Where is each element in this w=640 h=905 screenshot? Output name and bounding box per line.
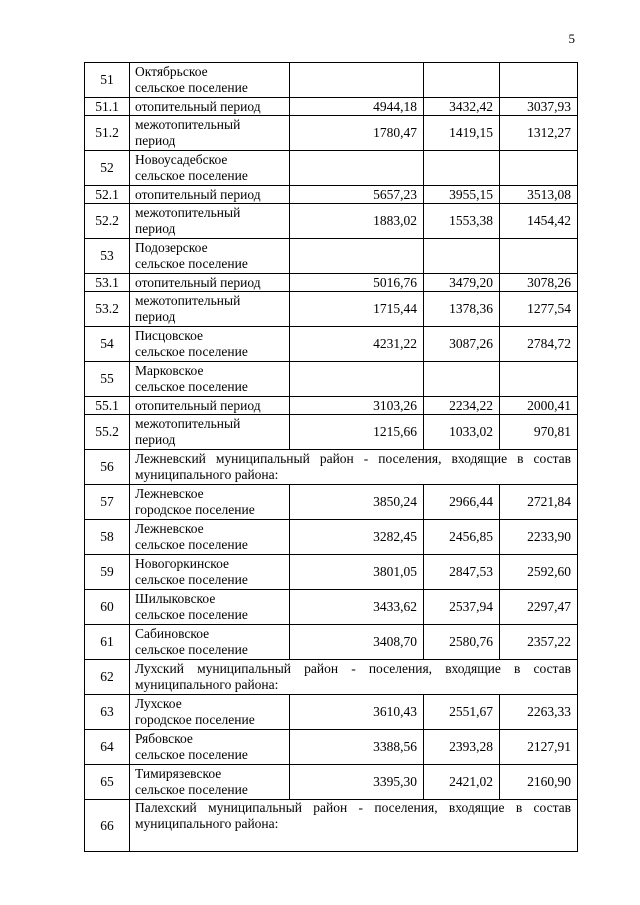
settlement-name-line: Тимирязевское — [135, 766, 222, 781]
value-col-2 — [424, 151, 500, 186]
value-col-2: 2234,22 — [424, 397, 500, 415]
district-header: Лухский муниципальный район - поселения, входящие в состав муниципального района: — [130, 660, 578, 695]
value-col-1: 3801,05 — [290, 555, 424, 590]
table-row — [85, 63, 578, 98]
value-col-1: 1215,66 — [290, 415, 424, 450]
settlement-name — [130, 327, 290, 362]
settlement-name-line: сельское поселение — [135, 607, 248, 622]
settlement-name-line: Сабиновское — [135, 626, 210, 641]
value-col-3: 2592,60 — [500, 555, 578, 590]
value-col-2: 2537,94 — [424, 590, 500, 625]
table-row — [85, 590, 578, 625]
row-number: 64 — [85, 730, 130, 765]
settlement-name-line: период — [135, 432, 176, 447]
settlement-name — [130, 63, 290, 98]
table-row — [85, 98, 578, 116]
settlement-name-line: Шилыковское — [135, 591, 216, 606]
settlement-name — [130, 765, 290, 800]
value-col-2 — [424, 239, 500, 274]
settlement-name — [130, 116, 290, 151]
row-number: 59 — [85, 555, 130, 590]
settlement-name-line: городское поселение — [135, 712, 255, 727]
settlement-name — [130, 292, 290, 327]
settlement-name-line: сельское поселение — [135, 747, 248, 762]
value-col-2: 2421,02 — [424, 765, 500, 800]
settlement-name-line: межотопительный — [135, 293, 241, 308]
settlement-name-line: сельское поселение — [135, 80, 248, 95]
value-col-1: 3433,62 — [290, 590, 424, 625]
settlement-name-line: сельское поселение — [135, 256, 248, 271]
value-col-2: 1378,36 — [424, 292, 500, 327]
value-col-2: 2393,28 — [424, 730, 500, 765]
table-row — [85, 555, 578, 590]
value-col-3 — [500, 239, 578, 274]
value-col-1: 3408,70 — [290, 625, 424, 660]
value-col-3: 2127,91 — [500, 730, 578, 765]
settlement-name-line: Лежневское — [135, 521, 204, 536]
table-row — [85, 450, 578, 485]
settlement-name-line: межотопительный — [135, 416, 241, 431]
settlement-name — [130, 239, 290, 274]
value-col-1: 3850,24 — [290, 485, 424, 520]
table-row — [85, 415, 578, 450]
settlement-name-line: Октябрьское — [135, 64, 208, 79]
row-number: 51 — [85, 63, 130, 98]
table-row — [85, 327, 578, 362]
value-col-3: 2297,47 — [500, 590, 578, 625]
table-row — [85, 239, 578, 274]
settlement-name-line: Лежневское — [135, 486, 204, 501]
row-number: 54 — [85, 327, 130, 362]
table-row — [85, 485, 578, 520]
value-col-3: 3513,08 — [500, 186, 578, 204]
value-col-1: 3395,30 — [290, 765, 424, 800]
value-col-1: 1780,47 — [290, 116, 424, 151]
settlement-name-line: Марковское — [135, 363, 204, 378]
value-col-3 — [500, 63, 578, 98]
table-row — [85, 204, 578, 239]
settlement-name — [130, 625, 290, 660]
value-col-2: 2966,44 — [424, 485, 500, 520]
value-col-3: 2263,33 — [500, 695, 578, 730]
row-number: 52.1 — [85, 186, 130, 204]
value-col-2: 2847,53 — [424, 555, 500, 590]
value-col-3: 2160,90 — [500, 765, 578, 800]
value-col-2: 2580,76 — [424, 625, 500, 660]
value-col-2: 3479,20 — [424, 274, 500, 292]
value-col-3: 1454,42 — [500, 204, 578, 239]
settlement-name-line: период — [135, 309, 176, 324]
table-row — [85, 660, 578, 695]
row-number: 56 — [85, 450, 130, 485]
value-col-2: 1553,38 — [424, 204, 500, 239]
row-number: 60 — [85, 590, 130, 625]
value-col-2: 2456,85 — [424, 520, 500, 555]
settlement-name — [130, 186, 290, 204]
value-col-1: 1883,02 — [290, 204, 424, 239]
value-col-1: 1715,44 — [290, 292, 424, 327]
value-col-1: 5657,23 — [290, 186, 424, 204]
value-col-3: 2357,22 — [500, 625, 578, 660]
settlement-name-line: Новогоркинское — [135, 556, 230, 571]
table-row — [85, 292, 578, 327]
table-row — [85, 151, 578, 186]
settlement-name — [130, 274, 290, 292]
row-number: 57 — [85, 485, 130, 520]
value-col-3 — [500, 362, 578, 397]
row-number: 55 — [85, 362, 130, 397]
settlement-name-line: Писцовское — [135, 328, 204, 343]
settlement-name — [130, 590, 290, 625]
value-col-1 — [290, 151, 424, 186]
settlement-name-line: отопительный период — [135, 397, 261, 413]
settlement-name-line: период — [135, 221, 176, 236]
district-header: Лежневский муниципальный район - поселения, входящие в состав муниципального района: — [130, 450, 578, 485]
value-col-2: 3955,15 — [424, 186, 500, 204]
value-col-3: 3037,93 — [500, 98, 578, 116]
row-number: 55.1 — [85, 397, 130, 415]
value-col-1: 3103,26 — [290, 397, 424, 415]
settlement-name-line: отопительный период — [135, 186, 261, 202]
row-number: 53.1 — [85, 274, 130, 292]
settlement-name-line: сельское поселение — [135, 782, 248, 797]
settlement-name — [130, 520, 290, 555]
settlement-name-line: сельское поселение — [135, 642, 248, 657]
settlement-name-line: отопительный период — [135, 274, 261, 290]
row-number: 51.2 — [85, 116, 130, 151]
value-col-3: 1277,54 — [500, 292, 578, 327]
settlement-name-line: отопительный период — [135, 98, 261, 114]
value-col-2 — [424, 63, 500, 98]
value-col-1: 3610,43 — [290, 695, 424, 730]
table-row — [85, 274, 578, 292]
table-row — [85, 362, 578, 397]
value-col-3 — [500, 151, 578, 186]
table-row — [85, 730, 578, 765]
settlement-name — [130, 730, 290, 765]
value-col-1: 4944,18 — [290, 98, 424, 116]
table-row — [85, 397, 578, 415]
settlement-name-line: сельское поселение — [135, 537, 248, 552]
settlement-name-line: сельское поселение — [135, 168, 248, 183]
table-row — [85, 186, 578, 204]
row-number: 63 — [85, 695, 130, 730]
table-row — [85, 520, 578, 555]
value-col-2: 3087,26 — [424, 327, 500, 362]
value-col-3: 3078,26 — [500, 274, 578, 292]
settlement-name-line: Подозерское — [135, 240, 208, 255]
row-number: 66 — [85, 800, 130, 852]
value-col-3: 970,81 — [500, 415, 578, 450]
value-col-2 — [424, 362, 500, 397]
value-col-2: 1033,02 — [424, 415, 500, 450]
table-row — [85, 765, 578, 800]
table-row — [85, 116, 578, 151]
value-col-1: 4231,22 — [290, 327, 424, 362]
row-number: 53 — [85, 239, 130, 274]
settlement-name-line: сельское поселение — [135, 379, 248, 394]
value-col-3: 2233,90 — [500, 520, 578, 555]
value-col-1 — [290, 63, 424, 98]
settlement-name — [130, 98, 290, 116]
row-number: 53.2 — [85, 292, 130, 327]
settlement-name-line: Рябовское — [135, 731, 193, 746]
row-number: 52.2 — [85, 204, 130, 239]
settlement-name — [130, 415, 290, 450]
settlement-name-line: городское поселение — [135, 502, 255, 517]
row-number: 61 — [85, 625, 130, 660]
settlement-name — [130, 397, 290, 415]
row-number: 51.1 — [85, 98, 130, 116]
settlement-name-line: межотопительный — [135, 117, 241, 132]
value-col-3: 2784,72 — [500, 327, 578, 362]
settlement-name — [130, 204, 290, 239]
district-header: Палехский муниципальный район - поселения, входящие в состав муниципального района: — [130, 800, 578, 852]
settlement-name — [130, 555, 290, 590]
settlement-name-line: Новоусадебское — [135, 152, 228, 167]
settlement-name — [130, 151, 290, 186]
page-number: 5 — [568, 31, 575, 46]
value-col-3: 2721,84 — [500, 485, 578, 520]
settlement-name — [130, 695, 290, 730]
settlement-name-line: межотопительный — [135, 205, 241, 220]
settlement-name — [130, 362, 290, 397]
settlement-name-line: сельское поселение — [135, 344, 248, 359]
table-row — [85, 800, 578, 852]
value-col-3: 1312,27 — [500, 116, 578, 151]
row-number: 55.2 — [85, 415, 130, 450]
table-row — [85, 695, 578, 730]
value-col-1: 5016,76 — [290, 274, 424, 292]
row-number: 52 — [85, 151, 130, 186]
value-col-2: 1419,15 — [424, 116, 500, 151]
value-col-1 — [290, 239, 424, 274]
settlement-name — [130, 485, 290, 520]
tariff-table — [84, 62, 578, 852]
settlement-name-line: период — [135, 133, 176, 148]
value-col-1 — [290, 362, 424, 397]
row-number: 65 — [85, 765, 130, 800]
row-number: 58 — [85, 520, 130, 555]
settlement-name-line: Лухское — [135, 696, 182, 711]
value-col-1: 3388,56 — [290, 730, 424, 765]
row-number: 62 — [85, 660, 130, 695]
value-col-1: 3282,45 — [290, 520, 424, 555]
value-col-2: 3432,42 — [424, 98, 500, 116]
settlement-name-line: сельское поселение — [135, 572, 248, 587]
value-col-3: 2000,41 — [500, 397, 578, 415]
table-row — [85, 625, 578, 660]
value-col-2: 2551,67 — [424, 695, 500, 730]
